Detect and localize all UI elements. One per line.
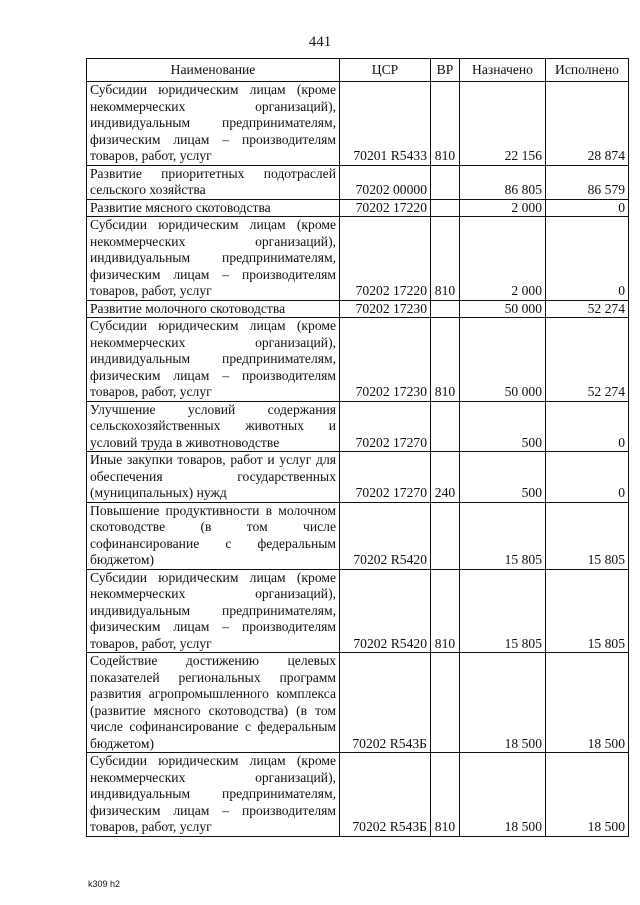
row-vr bbox=[431, 653, 460, 753]
footer-code: k309 h2 bbox=[88, 879, 121, 889]
table-body bbox=[87, 82, 629, 837]
row-name: Субсидии юридическим лицам (кроме некоммерческих организаций), индивидуальным предпринимателям, физическим лицам – производителям товаров, работ, услуг bbox=[87, 82, 340, 166]
budget-table bbox=[86, 58, 629, 837]
row-executed: 18 500 bbox=[546, 753, 629, 837]
row-executed: 28 874 bbox=[546, 82, 629, 166]
row-planned: 86 805 bbox=[460, 165, 546, 199]
row-name: Субсидии юридическим лицам (кроме некоммерческих организаций), индивидуальным предпринимателям, физическим лицам – производителям товаров, работ, услуг bbox=[87, 753, 340, 837]
row-planned: 500 bbox=[460, 452, 546, 503]
header-csr: ЦСР bbox=[340, 59, 431, 82]
row-planned: 2 000 bbox=[460, 199, 546, 217]
row-csr: 70202 17270 bbox=[340, 452, 431, 503]
header-vr: ВР bbox=[431, 59, 460, 82]
table-row bbox=[87, 653, 629, 753]
row-planned: 18 500 bbox=[460, 653, 546, 753]
row-name: Повышение продуктивности в молочном скотоводстве (в том числе софинансирование с федеральным бюджетом) bbox=[87, 502, 340, 569]
table-row bbox=[87, 502, 629, 569]
row-name: Иные закупки товаров, работ и услуг для обеспечения государственных (муниципальных) нужд bbox=[87, 452, 340, 503]
row-csr: 70202 17220 bbox=[340, 217, 431, 301]
table-row bbox=[87, 82, 629, 166]
row-planned: 500 bbox=[460, 401, 546, 452]
table-row bbox=[87, 452, 629, 503]
row-name: Улучшение условий содержания сельскохозяйственных животных и условий труда в животноводстве bbox=[87, 401, 340, 452]
row-planned: 15 805 bbox=[460, 569, 546, 653]
row-name: Развитие мясного скотоводства bbox=[87, 199, 340, 217]
row-name: Развитие приоритетных подотраслей сельского хозяйства bbox=[87, 165, 340, 199]
table-row bbox=[87, 318, 629, 402]
row-csr: 70202 17220 bbox=[340, 199, 431, 217]
row-csr: 70202 R543Б bbox=[340, 653, 431, 753]
row-executed: 0 bbox=[546, 217, 629, 301]
table-row bbox=[87, 165, 629, 199]
table-row bbox=[87, 401, 629, 452]
row-executed: 52 274 bbox=[546, 318, 629, 402]
header-planned: Назначено bbox=[460, 59, 546, 82]
row-vr: 240 bbox=[431, 452, 460, 503]
row-vr bbox=[431, 401, 460, 452]
row-vr: 810 bbox=[431, 318, 460, 402]
table-row bbox=[87, 217, 629, 301]
table-row bbox=[87, 753, 629, 837]
row-name: Содействие достижению целевых показателей региональных программ развития агропромышленного комплекса (развитие мясного скотоводства) (в том числе софинансирование с федеральным бюджетом) bbox=[87, 653, 340, 753]
row-vr: 810 bbox=[431, 753, 460, 837]
row-executed: 0 bbox=[546, 452, 629, 503]
row-csr: 70202 R5420 bbox=[340, 502, 431, 569]
row-vr bbox=[431, 199, 460, 217]
row-executed: 18 500 bbox=[546, 653, 629, 753]
row-planned: 50 000 bbox=[460, 300, 546, 318]
page-number: 441 bbox=[308, 34, 332, 50]
row-csr: 70202 17230 bbox=[340, 318, 431, 402]
row-vr bbox=[431, 502, 460, 569]
row-csr: 70202 R5420 bbox=[340, 569, 431, 653]
row-vr: 810 bbox=[431, 82, 460, 166]
row-planned: 15 805 bbox=[460, 502, 546, 569]
row-vr: 810 bbox=[431, 217, 460, 301]
row-name: Субсидии юридическим лицам (кроме некоммерческих организаций), индивидуальным предпринимателям, физическим лицам – производителям товаров, работ, услуг bbox=[87, 318, 340, 402]
row-planned: 22 156 bbox=[460, 82, 546, 166]
table-row bbox=[87, 199, 629, 217]
table-header-row bbox=[87, 59, 629, 82]
row-csr: 70202 00000 bbox=[340, 165, 431, 199]
table-row bbox=[87, 569, 629, 653]
row-name: Субсидии юридическим лицам (кроме некоммерческих организаций), индивидуальным предпринимателям, физическим лицам – производителям товаров, работ, услуг bbox=[87, 217, 340, 301]
header-executed: Исполнено bbox=[546, 59, 629, 82]
row-csr: 70202 17270 bbox=[340, 401, 431, 452]
row-planned: 50 000 bbox=[460, 318, 546, 402]
row-vr bbox=[431, 165, 460, 199]
row-planned: 18 500 bbox=[460, 753, 546, 837]
row-executed: 52 274 bbox=[546, 300, 629, 318]
row-executed: 0 bbox=[546, 199, 629, 217]
row-vr: 810 bbox=[431, 569, 460, 653]
row-name: Развитие молочного скотоводства bbox=[87, 300, 340, 318]
table-row bbox=[87, 300, 629, 318]
row-planned: 2 000 bbox=[460, 217, 546, 301]
row-csr: 70201 R5433 bbox=[340, 82, 431, 166]
row-executed: 86 579 bbox=[546, 165, 629, 199]
row-name: Субсидии юридическим лицам (кроме некоммерческих организаций), индивидуальным предпринимателям, физическим лицам – производителям товаров, работ, услуг bbox=[87, 569, 340, 653]
row-executed: 0 bbox=[546, 401, 629, 452]
row-executed: 15 805 bbox=[546, 569, 629, 653]
header-name: Наименование bbox=[87, 59, 340, 82]
row-csr: 70202 17230 bbox=[340, 300, 431, 318]
row-csr: 70202 R543Б bbox=[340, 753, 431, 837]
row-vr bbox=[431, 300, 460, 318]
row-executed: 15 805 bbox=[546, 502, 629, 569]
